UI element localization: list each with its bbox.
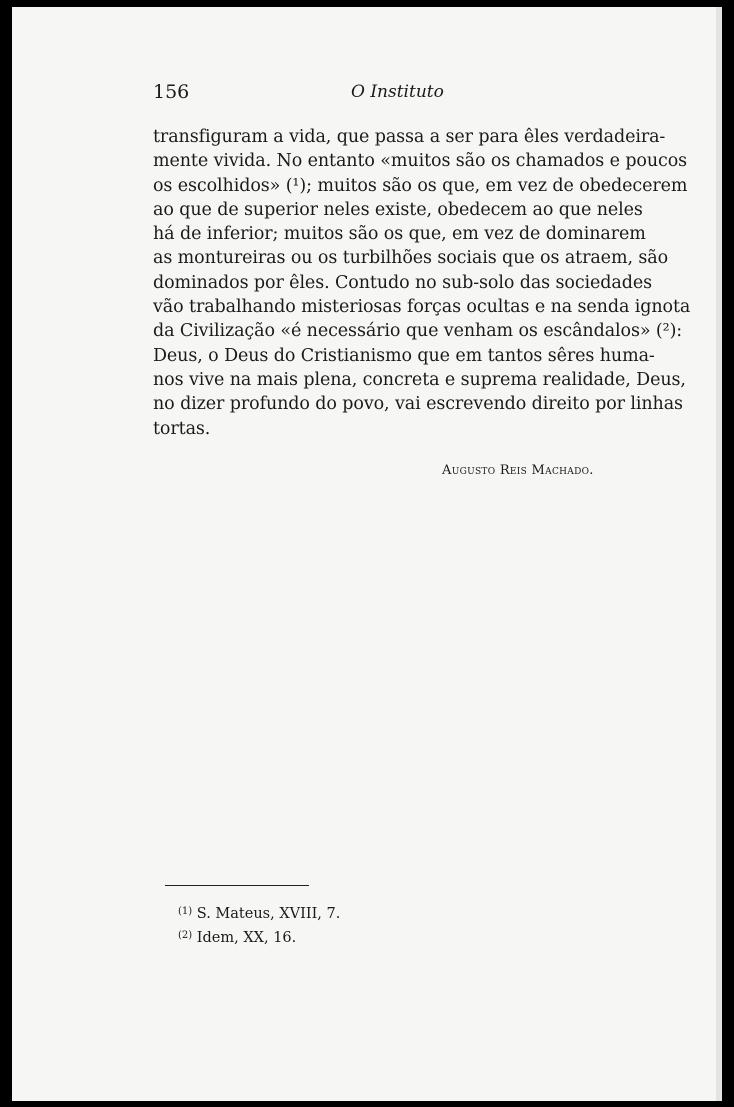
footnote-divider bbox=[165, 885, 309, 886]
page-header bbox=[153, 81, 615, 105]
body-line: Deus, o Deus do Cristianismo que em tantos sêres huma- bbox=[153, 345, 655, 366]
body-line: os escolhidos» (¹); muitos são os que, em vez de obedecerem bbox=[153, 175, 688, 196]
book-page bbox=[12, 7, 722, 1101]
body-line: mente vivida. No entanto «muitos são os chamados e poucos bbox=[153, 151, 688, 172]
footnotes bbox=[178, 901, 340, 949]
body-line: nos vive na mais plena, concreta e suprema realidade, Deus, bbox=[153, 369, 686, 390]
body-line: transfiguram a vida, que passa a ser para êles verdadeira- bbox=[153, 127, 666, 147]
body-line: as montureiras ou os turbilhões sociais que os atraem, são bbox=[153, 248, 669, 269]
page-number: 156 bbox=[153, 81, 190, 103]
body-line: vão trabalhando misteriosas forças ocultas e na senda ignota bbox=[153, 297, 691, 318]
page-edge bbox=[716, 7, 722, 1101]
footnote-marker: (2) bbox=[178, 930, 193, 941]
body-line: dominados por êles. Contudo no sub-solo das sociedades bbox=[153, 272, 652, 293]
running-title: O Instituto bbox=[351, 82, 444, 102]
author-signature: Augusto Reis Machado. bbox=[442, 463, 594, 478]
footnote-item bbox=[178, 925, 340, 949]
body-line: ao que de superior neles existe, obedecem ao que neles bbox=[153, 199, 643, 220]
body-line: há de inferior; muitos são os que, em vez de dominarem bbox=[153, 224, 646, 245]
footnote-text: Idem, XX, 16. bbox=[196, 930, 297, 946]
body-text bbox=[153, 125, 691, 441]
footnote-text: S. Mateus, XVIII, 7. bbox=[196, 906, 341, 922]
body-line: tortas. bbox=[153, 418, 211, 439]
footnote-item bbox=[178, 901, 340, 925]
body-line: da Civilização «é necessário que venham os escândalos» (²): bbox=[153, 321, 683, 342]
footnote-marker: (1) bbox=[178, 906, 193, 917]
body-line: no dizer profundo do povo, vai escrevendo direito por linhas bbox=[153, 394, 683, 415]
